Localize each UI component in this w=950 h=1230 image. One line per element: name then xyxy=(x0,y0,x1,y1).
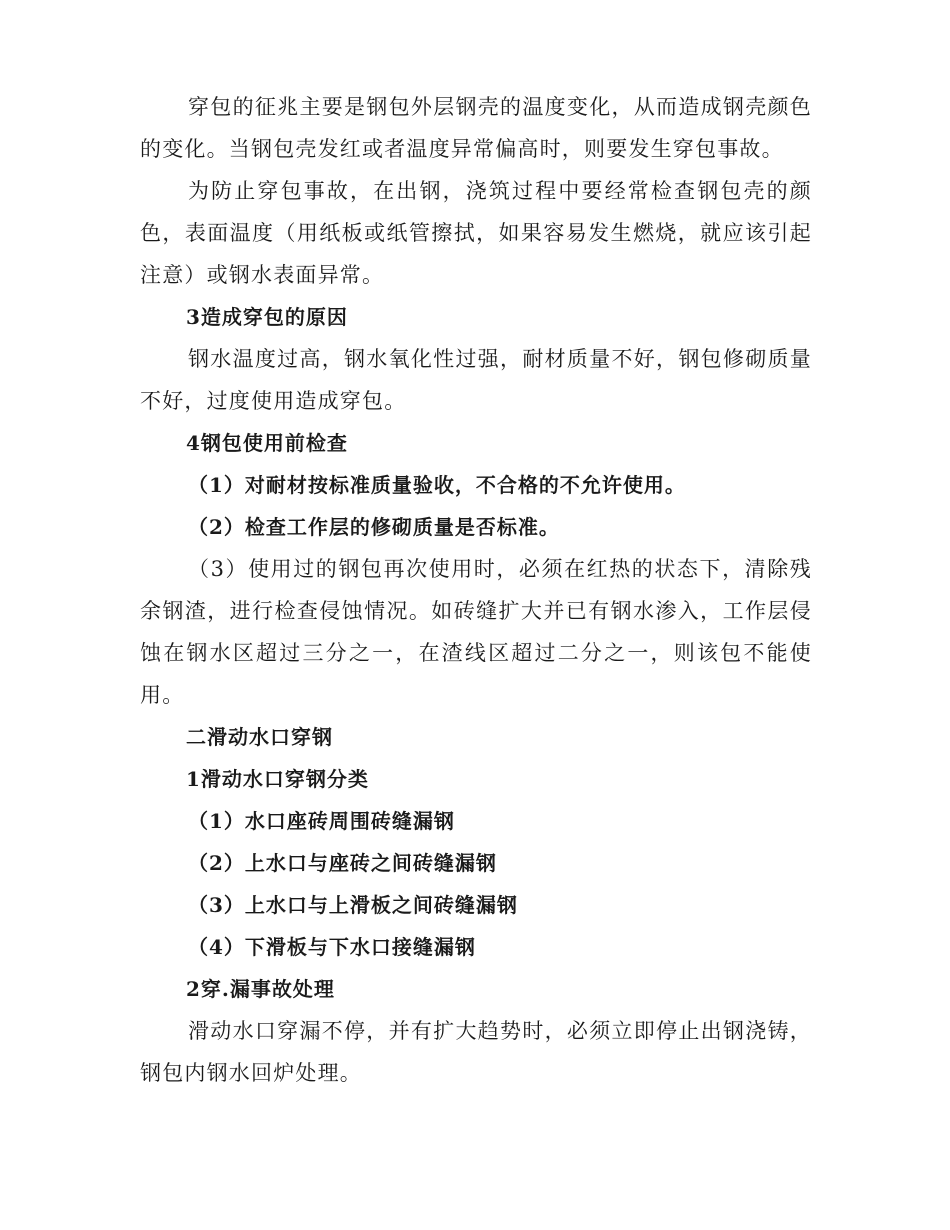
document-page xyxy=(140,86,812,1094)
heading-section-two: 二滑动水口穿钢 xyxy=(186,725,333,749)
list-item-class-2: （2）上水口与座砖之间砖缝漏钢 xyxy=(188,851,497,875)
heading-accident-handling: 2穿.漏事故处理 xyxy=(186,977,335,1001)
list-item-check-2: （2）检查工作层的修砌质量是否标准。 xyxy=(188,515,560,539)
list-item-class-3: （3）上水口与上滑板之间砖缝漏钢 xyxy=(188,893,518,917)
paragraph-check-3: （3）使用过的钢包再次使用时，必须在红热的状态下，清除残余钢渣，进行检查侵蚀情况。如砖缝扩大并已有钢水渗入，工作层侵蚀在钢水区超过三分之一，在渣线区超过二分之一，则该包不能使用。 xyxy=(140,557,812,707)
heading-classification: 1滑动水口穿钢分类 xyxy=(186,767,369,791)
list-item-class-1: （1）水口座砖周围砖缝漏钢 xyxy=(188,809,455,833)
paragraph-burnthrough-signs: 穿包的征兆主要是钢包外层钢壳的温度变化，从而造成钢壳颜色的变化。当钢包壳发红或者温度异常偏高时，则要发生穿包事故。 xyxy=(140,95,812,161)
heading-causes: 3造成穿包的原因 xyxy=(186,305,348,329)
list-item-class-4: （4）下滑板与下水口接缝漏钢 xyxy=(188,935,476,959)
paragraph-accident-handling: 滑动水口穿漏不停，并有扩大趋势时，必须立即停止出钢浇铸，钢包内钢水回炉处理。 xyxy=(140,1019,812,1085)
paragraph-prevention: 为防止穿包事故，在出钢，浇筑过程中要经常检查钢包壳的颜色，表面温度（用纸板或纸管擦拭，如果容易发生燃烧，就应该引起注意）或钢水表面异常。 xyxy=(140,179,812,287)
paragraph-causes: 钢水温度过高，钢水氧化性过强，耐材质量不好，钢包修砌质量不好，过度使用造成穿包。 xyxy=(140,347,812,413)
heading-pre-use-check: 4钢包使用前检查 xyxy=(186,431,348,455)
list-item-check-1: （1）对耐材按标准质量验收，不合格的不允许使用。 xyxy=(188,473,686,497)
